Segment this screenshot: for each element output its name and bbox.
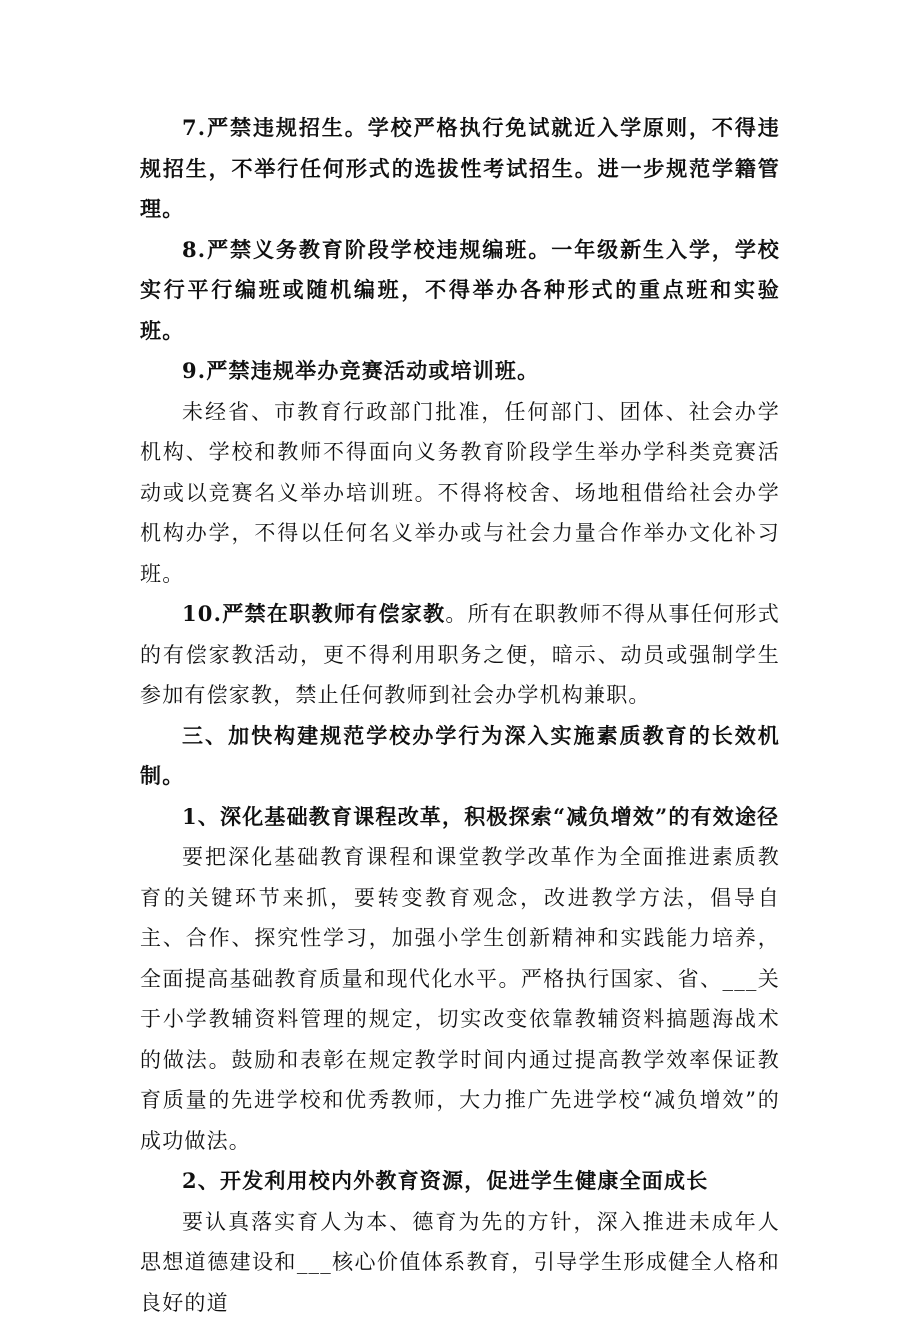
document-body <box>140 108 780 1323</box>
paragraph-item-10-body: 。所有在职教师不得从事任何形式的有偿家教活动，更不得利用职务之便，暗示、动员或强制学生参加有偿家教，禁止任何教师到社会办学机构兼职。 <box>140 602 780 707</box>
section-heading-3: 三、加快构建规范学校办学行为深入实施素质教育的长效机制。 <box>140 716 780 797</box>
paragraph-item-10-lead: 10.严禁在职教师有偿家教 <box>182 601 445 626</box>
paragraph-item-7: 7.严禁违规招生。学校严格执行免试就近入学原则，不得违规招生，不举行任何形式的选拔性考试招生。进一步规范学籍管理。 <box>140 108 780 230</box>
paragraph-item-9: 9.严禁违规举办竞赛活动或培训班。 <box>140 351 780 392</box>
paragraph-subsection-1: 要把深化基础教育课程和课堂教学改革作为全面推进素质教育的关键环节来抓，要转变教育观念，改进教学方法，倡导自主、合作、探究性学习，加强小学生创新精神和实践能力培养，全面提高基础教育质量和现代化水平。严格执行国家、省、___关于小学教辅资料管理的规定，切实改变依靠教辅资料搞题海战术的做法。鼓励和表彰在规定教学时间内通过提高教学效率保证教育质量的先进学校和优秀教师，大力推广先进学校“减负增效”的成功做法。 <box>140 837 780 1161</box>
paragraph-item-8: 8.严禁义务教育阶段学校违规编班。一年级新生入学，学校实行平行编班或随机编班，不得举办各种形式的重点班和实验班。 <box>140 230 780 352</box>
paragraph-subsection-2: 要认真落实育人为本、德育为先的方针，深入推进未成年人思想道德建设和___核心价值体系教育，引导学生形成健全人格和良好的道 <box>140 1202 780 1323</box>
paragraph-item-9-detail: 未经省、市教育行政部门批准，任何部门、团体、社会办学机构、学校和教师不得面向义务教育阶段学生举办学科类竞赛活动或以竞赛名义举办培训班。不得将校舍、场地租借给社会办学机构办学，不得以任何名义举办或与社会力量合作举办文化补习班。 <box>140 392 780 595</box>
paragraph-item-10 <box>140 594 780 716</box>
subheading-1: 1、深化基础教育课程改革，积极探索“减负增效”的有效途径 <box>140 797 780 838</box>
subheading-2: 2、开发利用校内外教育资源，促进学生健康全面成长 <box>140 1161 780 1202</box>
